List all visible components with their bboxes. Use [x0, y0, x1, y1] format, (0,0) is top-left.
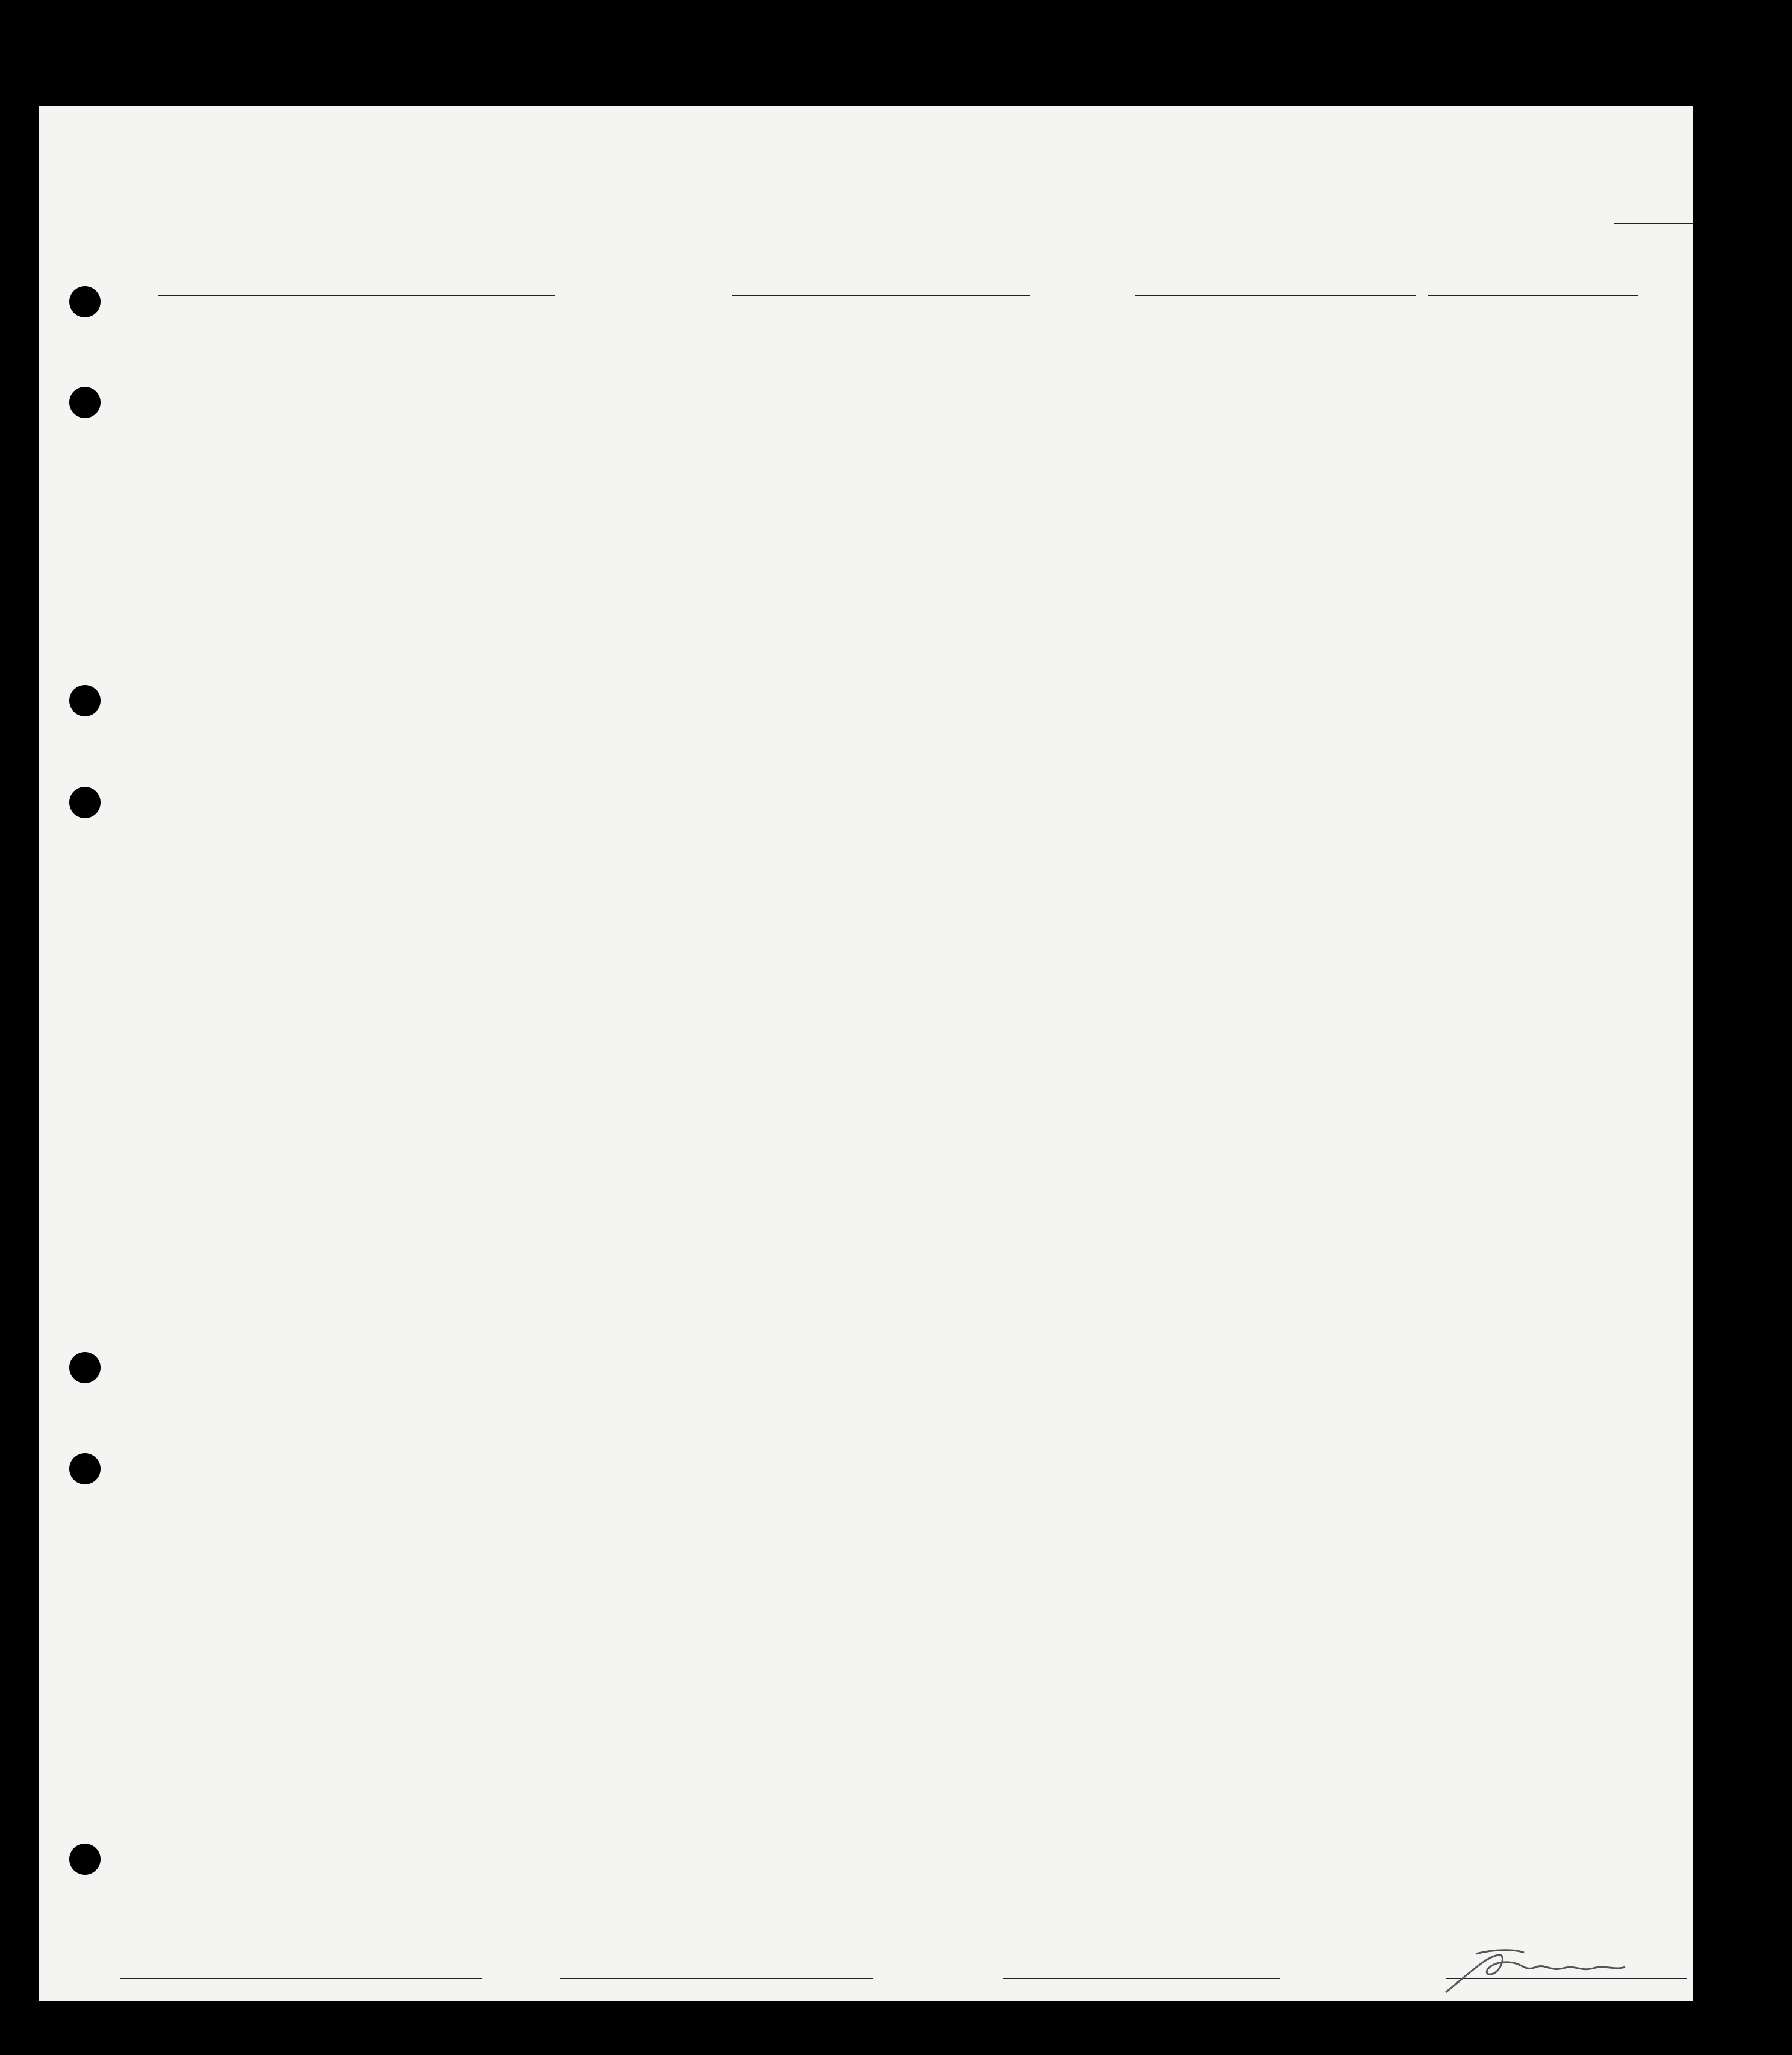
- agents-underline: [1003, 1978, 1280, 1979]
- owners-underline: [560, 1978, 873, 1979]
- line-underline: [120, 1978, 482, 1979]
- officer-signature: [1434, 1937, 1632, 1997]
